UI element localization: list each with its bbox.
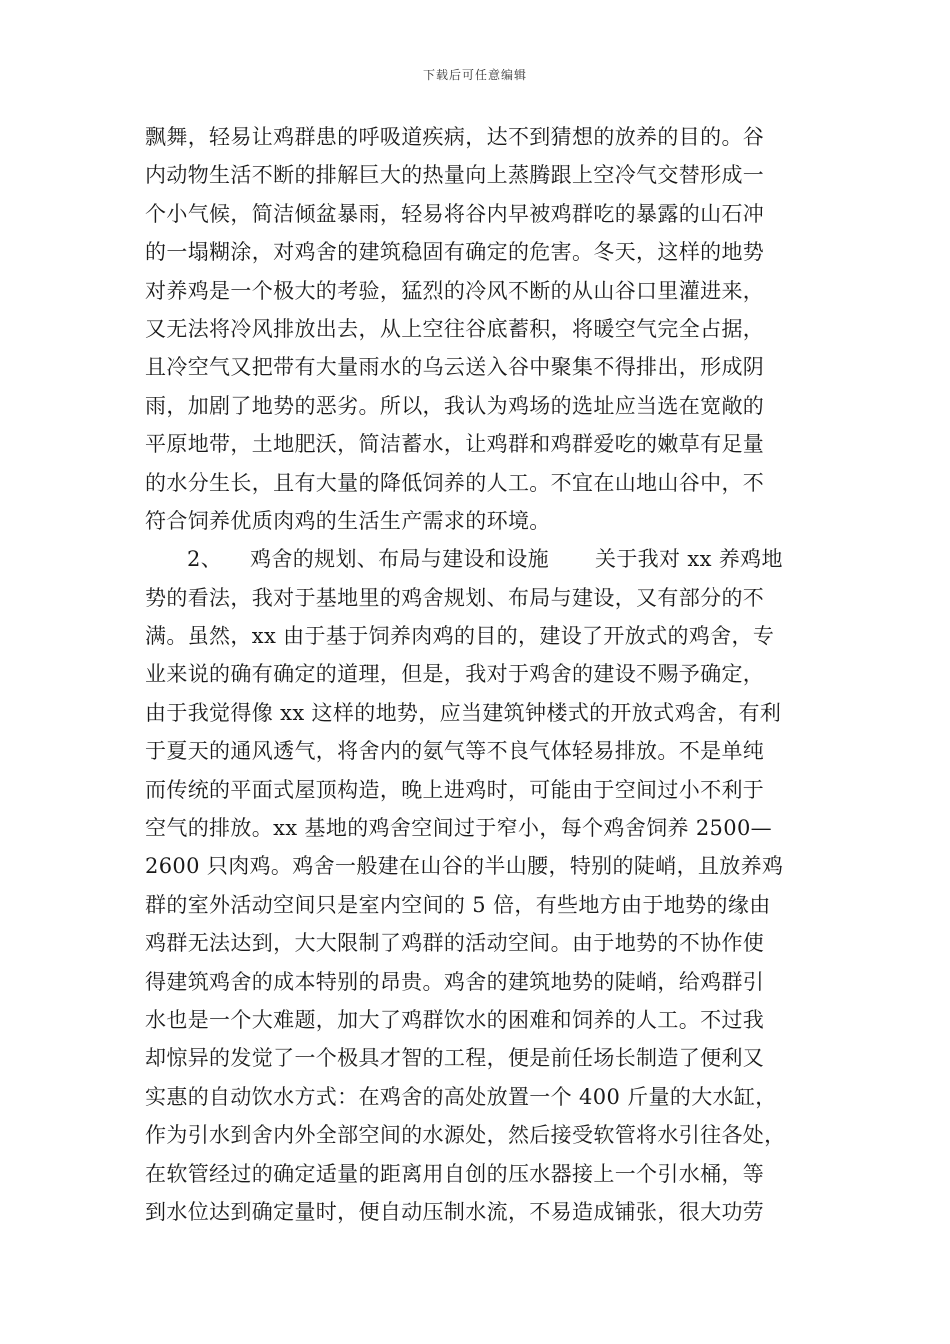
text-line: 对养鸡是一个极大的考验，猛烈的冷风不断的从山谷口里灌进来， [145, 278, 765, 303]
text-line: 的一塌糊涂，对鸡舍的建筑稳固有确定的危害。冬天，这样的地势 [145, 240, 765, 265]
section-2 [145, 540, 807, 1231]
text-line: 到水位达到确定量时，便自动压制水流，不易造成铺张，很大功劳 [145, 1199, 765, 1224]
text-line: 群的室外活动空间只是室内空间的 5 倍，有些地方由于地势的缘由 [145, 892, 771, 917]
text-line: 却惊异的发觉了一个极具才智的工程，便是前任场长制造了便利又 [145, 1046, 765, 1071]
text-line: 飘舞，轻易让鸡群患的呼吸道疾病，达不到猜想的放养的目的。谷 [145, 125, 765, 149]
section-number: 2、 [187, 547, 223, 572]
text-line: 由于我觉得像 xx 这样的地势，应当建筑钟楼式的开放式鸡舍，有利 [145, 700, 782, 725]
text-line: 空气的排放。xx 基地的鸡舍空间过于窄小，每个鸡舍饲养 2500— [145, 816, 773, 841]
section-heading-line [145, 540, 807, 578]
text-line: 势的看法，我对于基地里的鸡舍规划、布局与建设，又有部分的不 [145, 585, 765, 610]
document-body [145, 118, 807, 1231]
text-line: 实惠的自动饮水方式：在鸡舍的高处放置一个 400 斤量的大水缸， [145, 1084, 777, 1109]
text-line: 在软管经过的确定适量的距离用自创的压水器接上一个引水桶，等 [145, 1161, 765, 1186]
text-line: 内动物生活不断的排解巨大的热量向上蒸腾跟上空冷气交替形成一 [145, 163, 765, 188]
text-line: 平原地带，土地肥沃，简洁蓄水，让鸡群和鸡群爱吃的嫩草有足量 [145, 432, 765, 457]
text-line: 作为引水到舍内外全部空间的水源处，然后接受软管将水引往各处， [145, 1123, 786, 1148]
text-line: 得建筑鸡舍的成本特别的昂贵。鸡舍的建筑地势的陡峭，给鸡群引 [145, 969, 765, 994]
paragraph-1 [145, 118, 807, 540]
text-line: 于夏天的通风透气，将舍内的氨气等不良气体轻易排放。不是单纯 [145, 739, 765, 764]
text-line: 满。虽然，xx 由于基于饲养肉鸡的目的，建设了开放式的鸡舍，专 [145, 624, 775, 649]
section-first-line-text: 关于我对 xx 养鸡地 [594, 547, 783, 572]
page-header: 下载后可任意编辑 [422, 68, 527, 82]
text-line: 且冷空气又把带有大量雨水的乌云送入谷中聚集不得排出，形成阴 [145, 355, 765, 380]
text-line: 又无法将冷风排放出去，从上空往谷底蓄积，将暖空气完全占据， [145, 316, 765, 341]
text-line: 2600 只肉鸡。鸡舍一般建在山谷的半山腰，特别的陡峭，且放养鸡 [145, 854, 784, 879]
text-line: 个小气候，简洁倾盆暴雨，轻易将谷内早被鸡群吃的暴露的山石冲 [145, 201, 765, 226]
text-line: 的水分生长，且有大量的降低饲养的人工。不宜在山地山谷中，不 [145, 470, 765, 495]
text-line: 水也是一个大难题，加大了鸡群饮水的困难和饲养的人工。不过我 [145, 1007, 765, 1032]
text-line: 符合饲养优质肉鸡的生活生产需求的环境。 [145, 508, 551, 533]
text-line: 雨，加剧了地势的恶劣。所以，我认为鸡场的选址应当选在宽敞的 [145, 393, 765, 418]
text-line: 业来说的确有确定的道理，但是，我对于鸡舍的建设不赐予确定， [145, 662, 765, 687]
section-title: 鸡舍的规划、布局与建设和设施 [250, 547, 549, 572]
text-line: 鸡群无法达到，大大限制了鸡群的活动空间。由于地势的不协作使 [145, 931, 765, 956]
text-line: 而传统的平面式屋顶构造，晚上进鸡时，可能由于空间过小不利于 [145, 777, 765, 802]
